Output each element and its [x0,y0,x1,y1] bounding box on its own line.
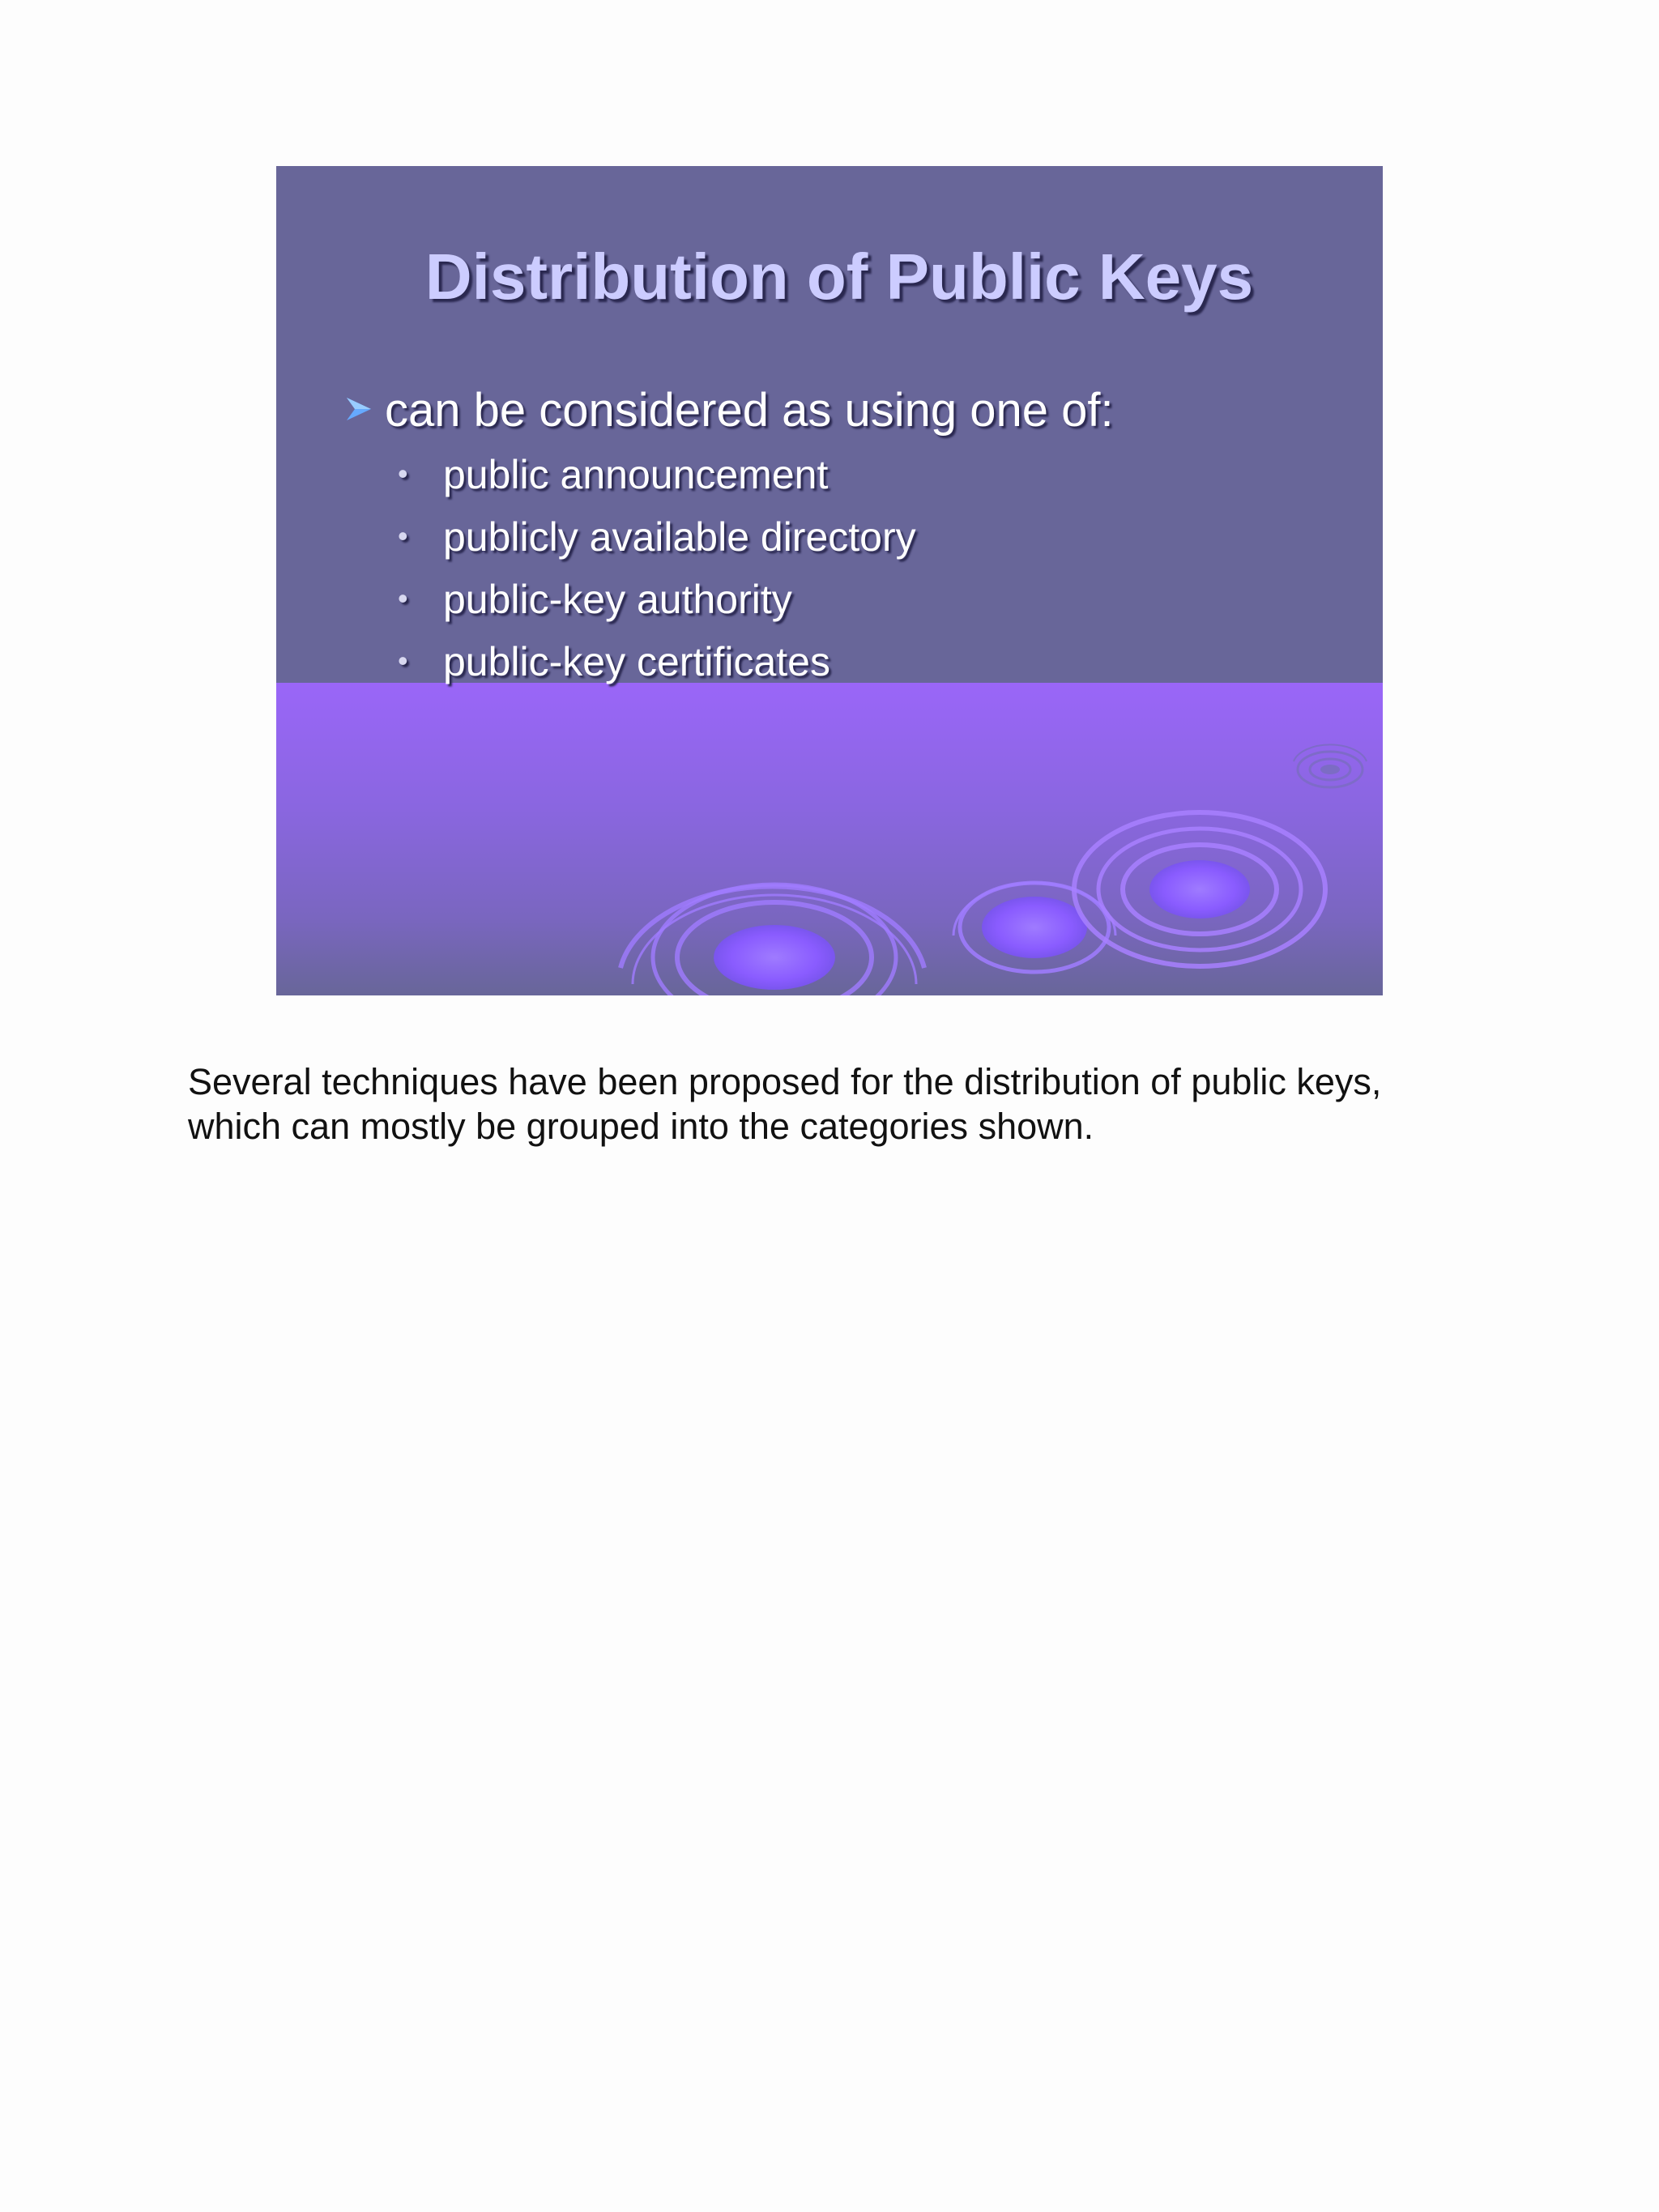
main-bullet-text: can be considered as using one of: [385,384,1114,437]
dot-bullet-icon: • [398,582,408,615]
notes-line: which can mostly be grouped into the categories shown. [188,1106,1094,1147]
dot-bullet-icon: • [398,457,408,490]
list-item-text: public-key authority [443,577,792,622]
dot-bullet-icon: • [398,519,408,552]
ripple-small [1294,744,1367,787]
notes-line: Several techniques have been proposed for the distribution of public keys, [188,1061,1382,1102]
slide-title: Distribution of Public Keys [424,241,1254,313]
list-item [398,506,916,569]
list-item-text: publicly available directory [443,514,916,560]
dot-bullet-icon: • [398,644,408,677]
sub-bullet-list [398,444,916,693]
slide [276,166,1383,995]
speaker-notes [188,1059,1484,1149]
arrow-bullet-icon [345,395,373,423]
list-item-text: public announcement [443,452,829,497]
list-item [398,444,916,506]
list-item [398,569,916,631]
ripple-right [1074,812,1325,966]
list-item-text: public-key certificates [443,639,830,684]
ripple-left [621,884,924,995]
list-item [398,631,916,693]
